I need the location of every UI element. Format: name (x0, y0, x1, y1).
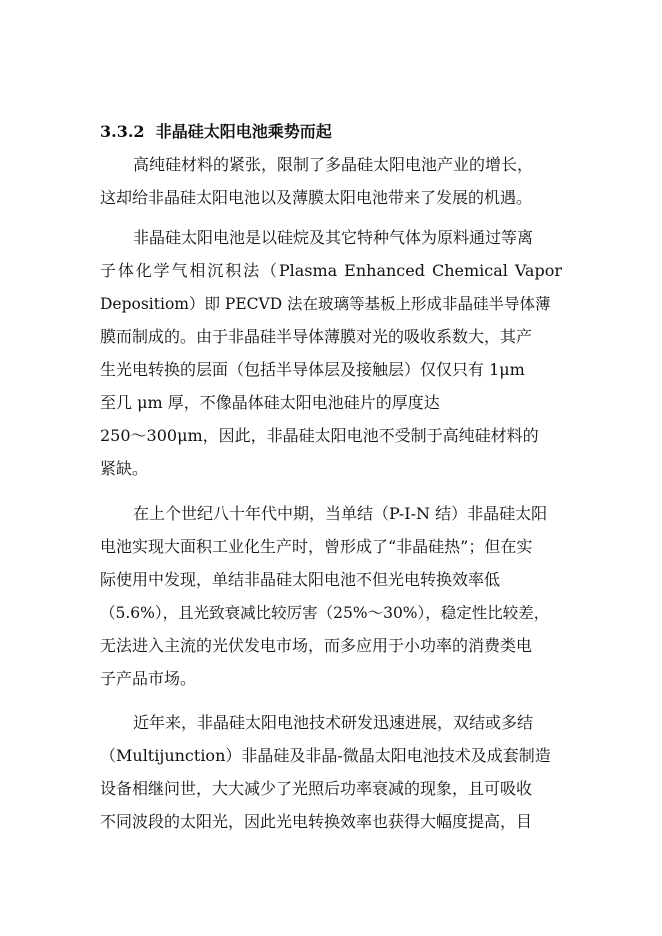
paragraph-line: 这却给非晶硅太阳电池以及薄膜太阳电池带来了发展的机遇。 (100, 188, 533, 207)
paragraph-line: 电池实现大面积工业化生产时，曾形成了“非晶硅热”；但在实 (100, 537, 533, 556)
section-heading (100, 122, 562, 142)
paragraph-line: 高纯硅材料的紧张，限制了多晶硅太阳电池产业的增长， (133, 155, 534, 174)
paragraph-line: 在上个世纪八十年代中期，当单结（P-I-N 结）非晶硅太阳 (133, 504, 548, 523)
paragraph-line: 际使用中发现，单结非晶硅太阳电池不但光电转换效率低 (100, 570, 501, 589)
paragraph-line: 近年来，非晶硅太阳电池技术研发迅速进展，双结或多结 (133, 713, 534, 732)
section-number: 3.3.2 (100, 122, 145, 141)
paragraph-line: 无法进入主流的光伏发电市场，而多应用于小功率的消费类电 (100, 636, 533, 655)
section-title: 非晶硅太阳电池乘势而起 (155, 122, 332, 141)
paragraph-line: （Multijunction）非晶硅及非晶-微晶太阳电池技术及成套制造 (100, 746, 551, 765)
paragraph-line: 生光电转换的层面（包括半导体层及接触层）仅仅只有 1μm (100, 360, 525, 379)
paragraph-line: 不同波段的太阳光，因此光电转换效率也获得大幅度提高，目 (100, 812, 533, 831)
paragraph-line: Depositiom）即 PECVD 法在玻璃等基板上形成非晶硅半导体薄 (100, 295, 551, 313)
paragraph-line: 至几 μm 厚，不像晶体硅太阳电池硅片的厚度达 (100, 393, 440, 412)
paragraph-line: 设备相继问世，大大减少了光照后功率衰减的现象，且可吸收 (100, 779, 533, 798)
paragraph-line: 非晶硅太阳电池是以硅烷及其它特种气体为原料通过等离 (133, 228, 534, 247)
paragraph-line: 紧缺。 (100, 459, 149, 478)
paragraph-line: 子体化学气相沉积法（Plasma Enhanced Chemical Vapor (100, 261, 562, 280)
paragraph-line: （5.6%），且光致衰减比较厉害（25%～30%），稳定性比较差， (100, 604, 550, 622)
paragraph-line: 子产品市场。 (100, 669, 197, 688)
paragraph-line: 250～300μm，因此，非晶硅太阳电池不受制于高纯硅材料的 (100, 426, 539, 445)
paragraph-line: 膜而制成的。由于非晶硅半导体薄膜对光的吸收系数大，其产 (100, 327, 533, 346)
